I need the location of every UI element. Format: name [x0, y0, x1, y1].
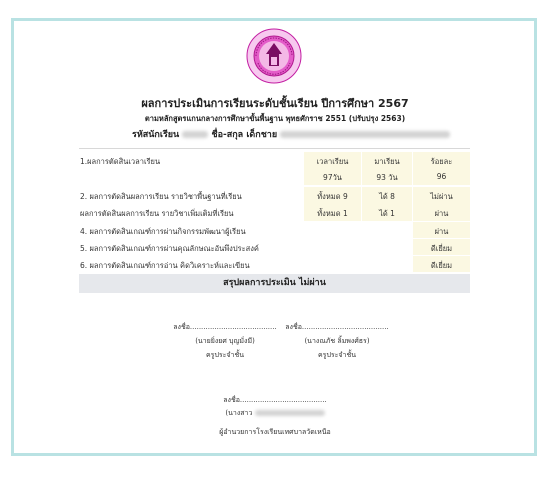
director-signature-line: ลงชื่อ.......................................	[223, 396, 327, 404]
row-3-result: ผ่าน	[434, 209, 449, 218]
school-seal-logo	[246, 28, 302, 84]
right-teacher-role: ครูประจำชั้น	[318, 351, 356, 359]
row-6-label: 6. ผลการตัดสินเกณฑ์การอ่าน คิดวิเคราะห์และเขียน	[80, 261, 250, 270]
row-4-label: 4. ผลการตัดสินเกณฑ์การผ่านกิจกรรมพัฒนาผู้เรียน	[80, 227, 246, 236]
director-name	[215, 408, 335, 419]
row-2-total: ทั้งหมด 9	[317, 192, 348, 201]
row-3-total: ทั้งหมด 1	[317, 209, 348, 218]
redacted-director-name	[255, 410, 325, 416]
report-title: ผลการประเมินการเรียนระดับชั้นเรียน ปีการศึกษา 2567	[141, 97, 409, 110]
left-teacher-role: ครูประจำชั้น	[206, 351, 244, 359]
report-subtitle: ตามหลักสูตรแกนกลางการศึกษาขั้นพื้นฐาน พุทธศักราช 2551 (ปรับปรุง 2563)	[144, 114, 406, 123]
row-1-study-time: 97วัน	[323, 173, 342, 182]
summary-bar: สรุปผลการประเมิน ไม่ผ่าน	[79, 274, 470, 293]
row-2-label: 2. ผลการตัดสินผลการเรียน รายวิชาพื้นฐานที่เรียน	[80, 192, 242, 201]
table-top-rule	[79, 148, 470, 149]
left-teacher-name: (นายยิ่งยศ บุญมั่งมี)	[195, 337, 255, 345]
row-5-result: ดีเยี่ยม	[430, 244, 453, 253]
row-3-label: ผลการตัดสินผลการเรียน รายวิชาเพิ่มเติมที่เรียน	[80, 209, 234, 218]
director-name-prefix: (นางสาว	[225, 409, 253, 417]
left-signature-line: ลงชื่อ.......................................	[173, 323, 277, 331]
row-1-percent: 96	[436, 172, 447, 181]
right-signature-line: ลงชื่อ.......................................	[285, 323, 389, 331]
row-2-passed: ได้ 8	[379, 192, 395, 201]
row-6-result: ดีเยี่ยม	[430, 261, 453, 270]
student-info	[132, 127, 450, 141]
redacted-student-id	[182, 131, 208, 138]
row-1-label: 1.ผลการตัดสินเวลาเรียน	[80, 157, 161, 166]
student-id-label: รหัสนักเรียน	[132, 130, 180, 140]
right-teacher-name: (นางณภัช ลิ้มพงศ์ธร)	[304, 337, 370, 345]
redacted-student-name	[280, 131, 450, 138]
header-attend: มาเรียน	[374, 157, 400, 166]
row-5-label: 5. ผลการตัดสินเกณฑ์การผ่านคุณลักษณะอันพึงประสงค์	[80, 244, 259, 253]
header-study-time: เวลาเรียน	[316, 157, 349, 166]
student-name-label: ชื่อ-สกุล เด็กชาย	[211, 130, 278, 140]
row-1-attend: 93 วัน	[376, 173, 398, 182]
row-4-result: ผ่าน	[434, 227, 449, 236]
row-2-result: ไม่ผ่าน	[430, 192, 453, 201]
director-role: ผู้อำนวยการโรงเรียนเทศบาลวัดเหนือ	[219, 428, 331, 436]
header-percent: ร้อยละ	[430, 157, 453, 166]
row-3-passed: ได้ 1	[379, 209, 395, 218]
